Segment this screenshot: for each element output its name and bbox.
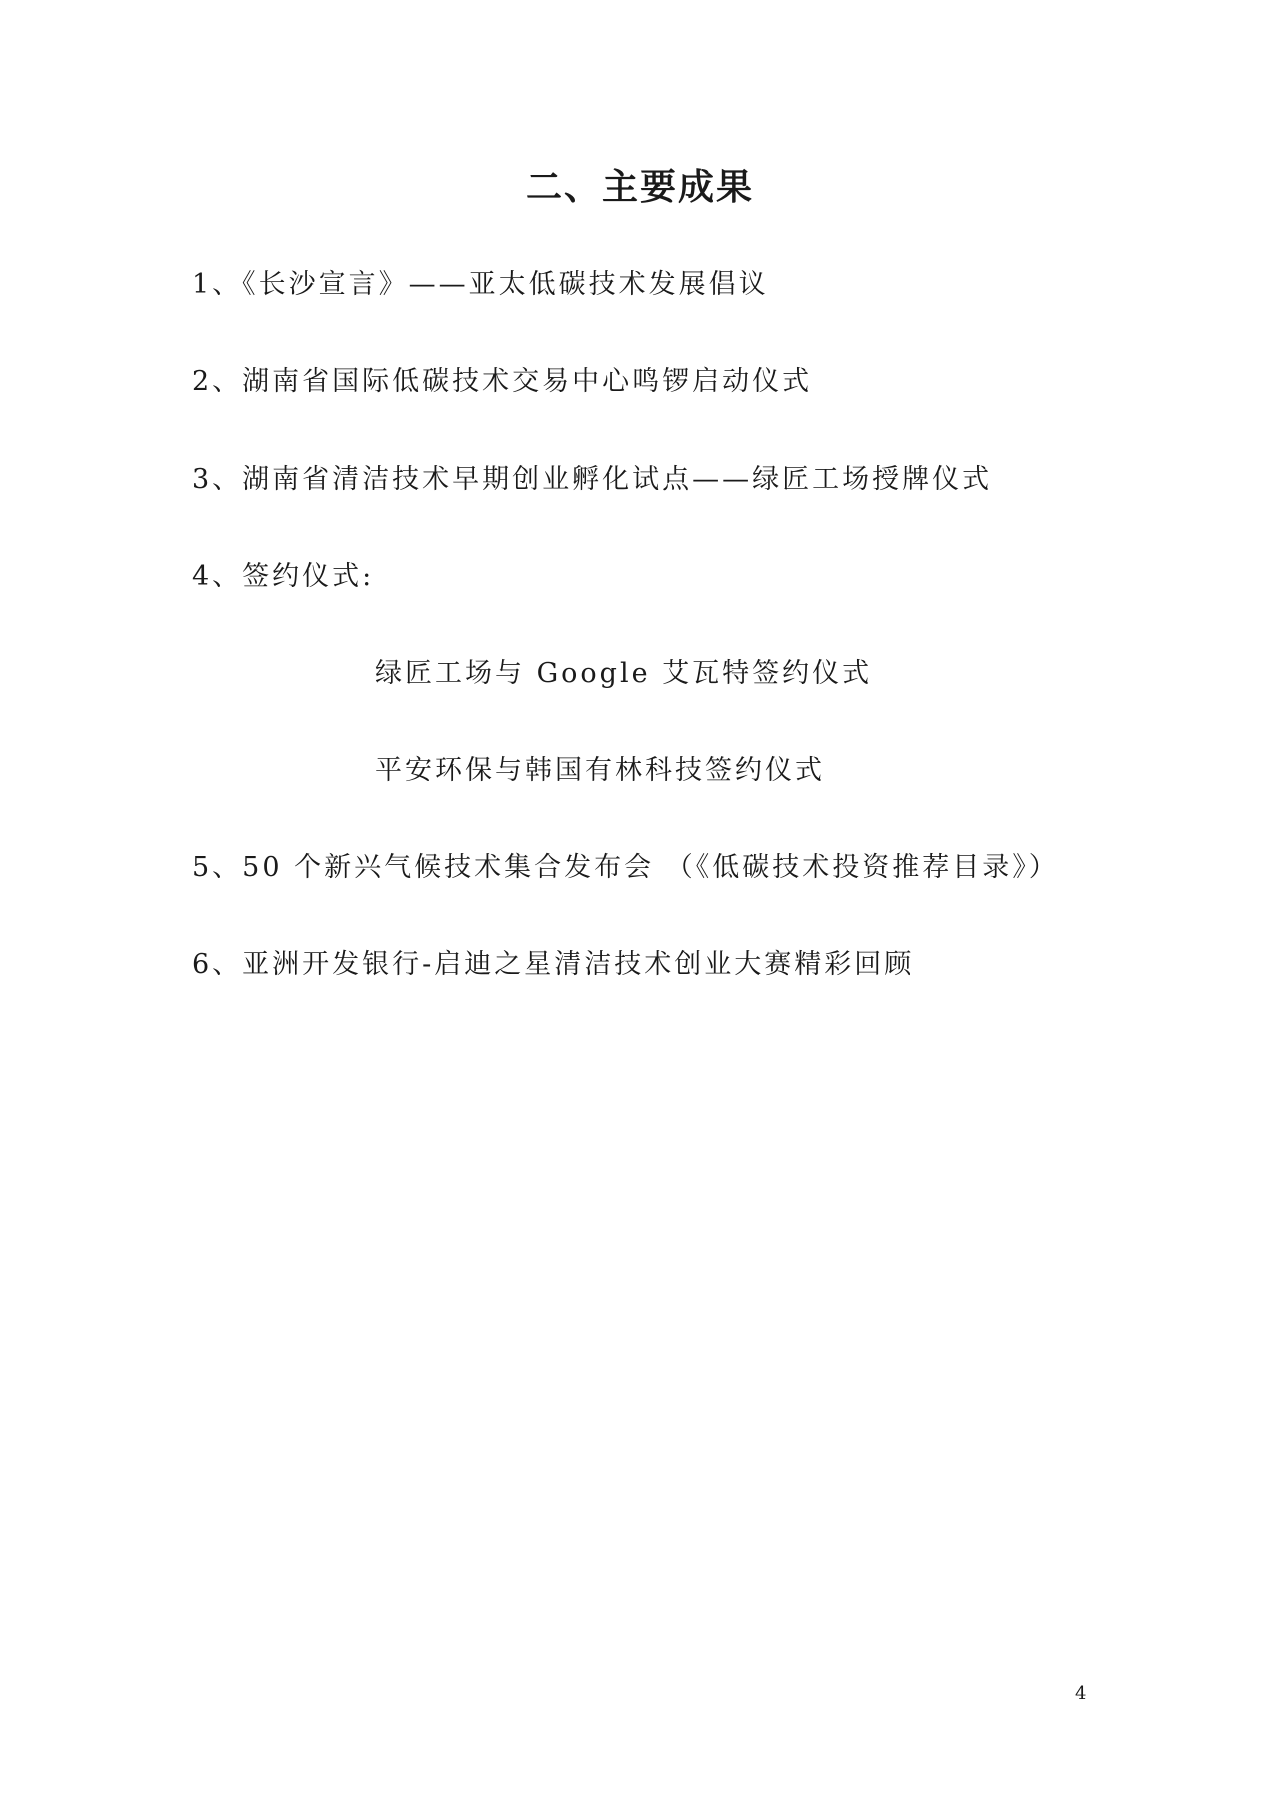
signing-ceremony-item-1: 绿匠工场与 Google 艾瓦特签约仪式 [375,658,873,689]
list-item-4: 4、签约仪式: [192,561,375,592]
list-item-2: 2、湖南省国际低碳技术交易中心鸣锣启动仪式 [192,366,813,397]
page-title: 二、主要成果 [525,167,754,208]
page-number: 4 [1075,1683,1087,1704]
signing-ceremony-item-2: 平安环保与韩国有林科技签约仪式 [375,755,825,786]
list-item-3: 3、湖南省清洁技术早期创业孵化试点——绿匠工场授牌仪式 [192,464,993,495]
list-item-5: 5、50 个新兴气候技术集合发布会 （《低碳技术投资推荐目录》） [192,852,1059,883]
list-item-1: 1、《长沙宣言》——亚太低碳技术发展倡议 [192,269,769,300]
list-item-6: 6、亚洲开发银行-启迪之星清洁技术创业大赛精彩回顾 [192,949,915,980]
